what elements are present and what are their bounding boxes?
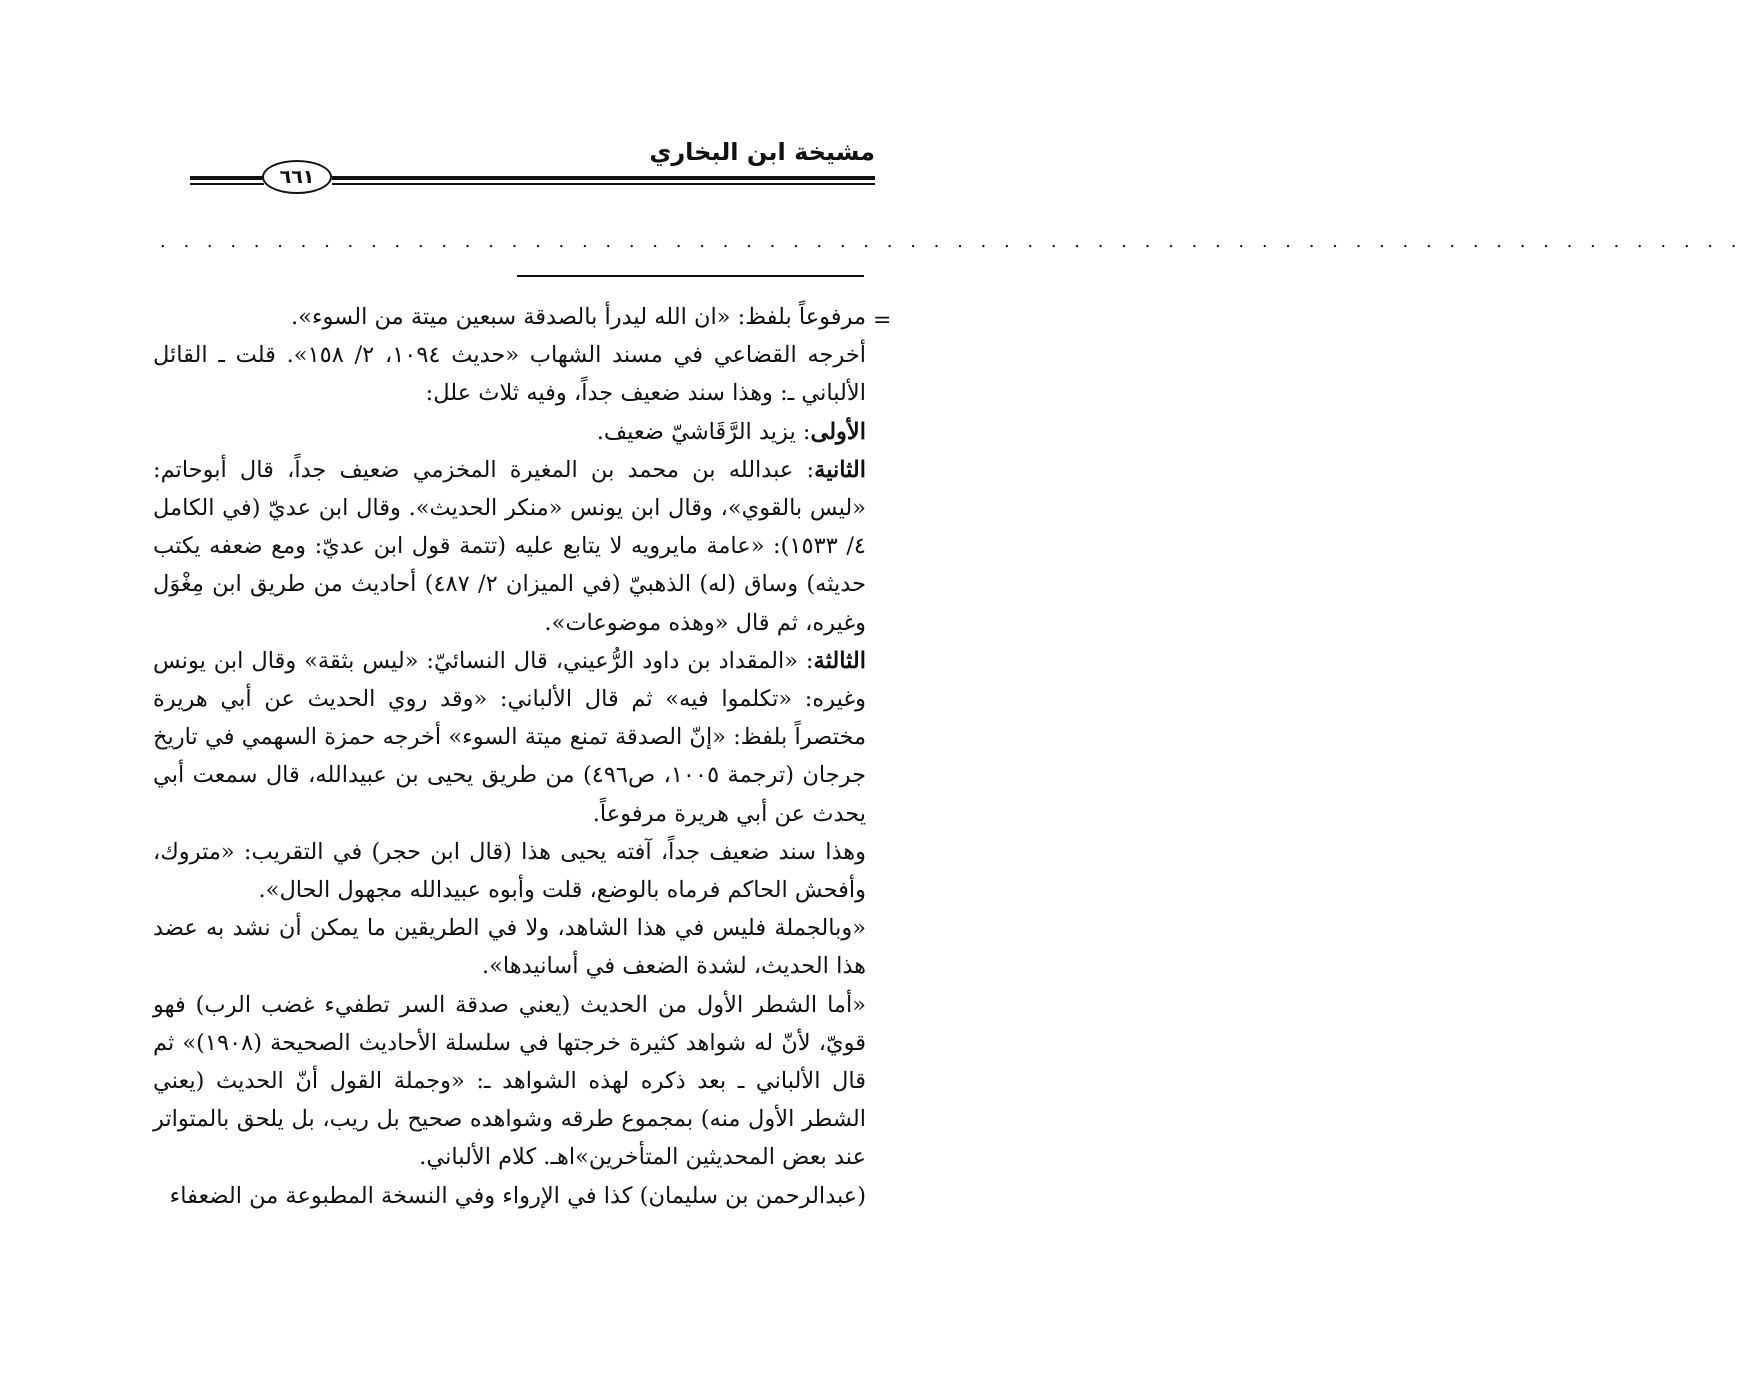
paragraph xyxy=(153,413,866,451)
book-title: مشيخة ابن البخاري xyxy=(649,138,875,166)
paragraph xyxy=(153,1177,866,1215)
paragraph-text: : يزيد الرَّقَاشيّ ضعيف. xyxy=(596,418,811,445)
paragraph-text: وهذا سند ضعيف جداً، آفته يحيى هذا (قال ابن حجر) في التقريب: «متروك، وأفحش الحاكم فرماه بالوضع، قلت وأبوه عبيدالله مجهول الحال». xyxy=(153,838,866,904)
paragraph-label: الأولى xyxy=(810,418,866,445)
paragraph xyxy=(153,451,866,642)
paragraph-label: الثانية xyxy=(814,456,866,483)
header-rule-short-thin xyxy=(190,183,264,185)
continuation-mark: = xyxy=(873,308,892,333)
page-number xyxy=(262,160,332,194)
paragraph-text: مرفوعاً بلفظ: «ان الله ليدرأ بالصدقة سبعين ميتة من السوء». xyxy=(291,304,866,330)
dotted-separator: . . . . . . . . . . . . . . . . . . . . . . . . . . . . . . . . . . . . . . . . . . . . . . . . . . . . . . . . . . . . . . . . . . . . xyxy=(160,231,1742,252)
paragraph-text: «وبالجملة فليس في هذا الشاهد، ولا في الطريقين ما يمكن أن نشد به عضد هذا الحديث، لشدة الضعف في أسانيدها». xyxy=(153,915,866,980)
header-rule-long-thin xyxy=(332,183,875,185)
paragraph-text: (عبدالرحمن بن سليمان) كذا في الإرواء وفي النسخة المطبوعة من الضعفاء xyxy=(169,1182,866,1209)
paragraph xyxy=(153,298,866,336)
paragraph-text: : عبدالله بن محمد بن المغيرة المخزمي ضعيف جداً، قال أبوحاتم: «ليس بالقوي»، وقال ابن يونس «منكر الحديث». وقال ابن عديّ (في الكامل ٤/ ١٥٣٣): «عامة مايرويه لا يتابع عليه (تتمة قول ابن عديّ: ومع ضعفه يكتب حديثه) وساق (له) الذهبيّ (في الميزان ٢/ ٤٨٧) أحاديث من طريق ابن مِغْوَل وغيره، ثم قال «وهذه موضوعات». xyxy=(153,456,867,636)
paragraph xyxy=(153,833,866,909)
paragraph-text: «أما الشطر الأول من الحديث (يعني صدقة السر تطفيء غضب الرب) فهو قويّ، لأنّ له شواهد كثيرة خرجتها في سلسلة الأحاديث الصحيحة (١٩٠٨)» ثم قال الألباني ـ بعد ذكره لهذه الشواهد ـ: «وجملة القول أنّ الحديث (يعني الشطر الأول منه) بمجموع طرقه وشواهده صحيح بل ريب، بل يلحق بالمتواتر عند بعض المحديثين المتأخرين»اهـ. كلام الألباني. xyxy=(153,991,867,1171)
paragraph-label: الثالثة xyxy=(813,647,866,674)
header-rule-short xyxy=(190,176,264,180)
page-number-text: ٦٦١ xyxy=(279,166,315,188)
paragraph xyxy=(153,336,866,412)
paragraph-text: : «المقداد بن داود الرُّعيني، قال النسائيّ: «ليس بثقة» وقال ابن يونس وغيره: «تكلموا فيه» ثم قال الألباني: «وقد روي الحديث عن أبي هريرة مختصراً بلفظ: «إنّ الصدقة تمنع ميتة السوء» أخرجه حمزة السهمي في تاريخ جرجان (ترجمة ١٠٠٥، ص٤٩٦) من طريق يحيى بن عبيدالله، قال سمعت أبي يحدث عن أبي هريرة مرفوعاً. xyxy=(153,647,866,827)
paragraph xyxy=(153,909,866,985)
paragraph xyxy=(153,642,866,833)
footnote-body xyxy=(153,298,866,1215)
paragraph xyxy=(153,986,866,1177)
header-rule-long xyxy=(332,176,875,180)
footnote-separator xyxy=(517,275,864,277)
paragraph-text: أخرجه القضاعي في مسند الشهاب «حديث ١٠٩٤، ٢/ ١٥٨». قلت ـ القائل الألباني ـ: وهذا سند ضعيف جداً، وفيه ثلاث علل: xyxy=(153,342,867,407)
